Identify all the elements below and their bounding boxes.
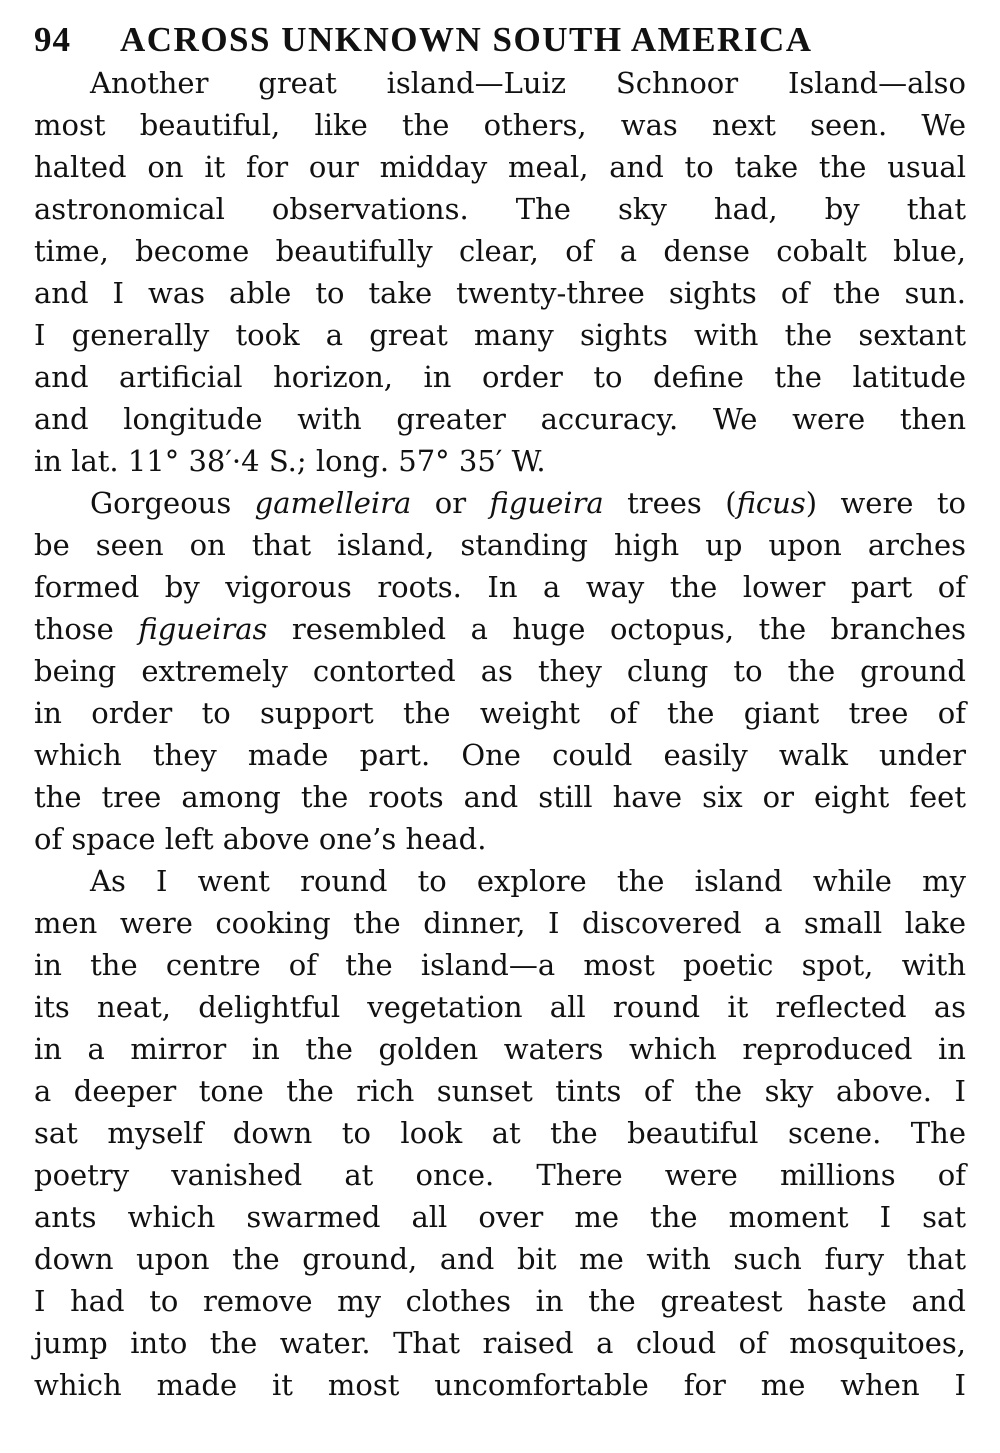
text-line: I generally took a great many sights with the sextant	[34, 318, 966, 352]
text-line: halted on it for our midday meal, and to take the usual	[34, 150, 966, 184]
text-line: the tree among the roots and still have six or eight feet	[34, 780, 966, 814]
italic-term: ficus	[736, 486, 806, 520]
text-line: jump into the water. That raised a cloud of mosquitoes,	[34, 1326, 966, 1360]
text-line: of space left above one’s head.	[34, 822, 487, 856]
text-line: most beautiful, like the others, was next seen. We	[34, 108, 966, 142]
text-line: a deeper tone the rich sunset tints of the sky above. I	[34, 1074, 966, 1108]
text-line: in order to support the weight of the giant tree of	[34, 696, 966, 730]
text-line: and longitude with greater accuracy. We were then	[34, 402, 966, 436]
text-line	[34, 482, 966, 524]
italic-term: gamelleira	[254, 486, 412, 520]
text-run: resembled a huge octopus, the branches	[267, 612, 966, 646]
italic-term: figueiras	[138, 612, 268, 646]
text-line: and artificial horizon, in order to define the latitude	[34, 360, 966, 394]
text-run: or	[411, 486, 490, 520]
text-run: trees (	[603, 486, 737, 520]
text-line: which made it most uncomfortable for me when I	[34, 1368, 966, 1402]
text-run: those	[34, 612, 139, 646]
text-line: in a mirror in the golden waters which reproduced in	[34, 1032, 966, 1066]
text-line: in lat. 11° 38′·4 S.; long. 57° 35′ W.	[34, 444, 546, 478]
text-line	[34, 608, 966, 650]
text-line: As I went round to explore the island while my	[90, 864, 966, 898]
text-line: sat myself down to look at the beautiful scene. The	[34, 1116, 966, 1150]
text-line: poetry vanished at once. There were millions of	[34, 1158, 966, 1192]
text-line: astronomical observations. The sky had, by that	[34, 192, 966, 226]
text-line: in the centre of the island—a most poetic spot, with	[34, 948, 966, 982]
text-run: ) were to	[805, 486, 966, 520]
text-line: being extremely contorted as they clung to the ground	[34, 654, 966, 688]
text-line: men were cooking the dinner, I discovered a small lake	[34, 906, 966, 940]
text-line: and I was able to take twenty-three sights of the sun.	[34, 276, 966, 310]
text-line: time, become beautifully clear, of a dense cobalt blue,	[34, 234, 966, 268]
text-line: I had to remove my clothes in the greatest haste and	[34, 1284, 966, 1318]
running-header	[34, 18, 966, 62]
body-text	[34, 62, 966, 1406]
text-line: down upon the ground, and bit me with such fury that	[34, 1242, 966, 1276]
paragraph-2	[34, 482, 966, 860]
text-line: which they made part. One could easily walk under	[34, 738, 966, 772]
text-line: its neat, delightful vegetation all round it reflected as	[34, 990, 966, 1024]
book-page	[34, 18, 966, 1406]
running-title: ACROSS UNKNOWN SOUTH AMERICA	[120, 20, 813, 59]
page-number: 94	[34, 20, 71, 59]
paragraph-3	[34, 860, 966, 1406]
italic-term: figueira	[489, 486, 604, 520]
text-line: ants which swarmed all over me the moment I sat	[34, 1200, 966, 1234]
text-line: be seen on that island, standing high up upon arches	[34, 528, 966, 562]
text-run: Gorgeous	[90, 486, 255, 520]
text-line: formed by vigorous roots. In a way the lower part of	[34, 570, 966, 604]
paragraph-1	[34, 62, 966, 482]
text-line: Another great island—Luiz Schnoor Island—also	[90, 66, 966, 100]
